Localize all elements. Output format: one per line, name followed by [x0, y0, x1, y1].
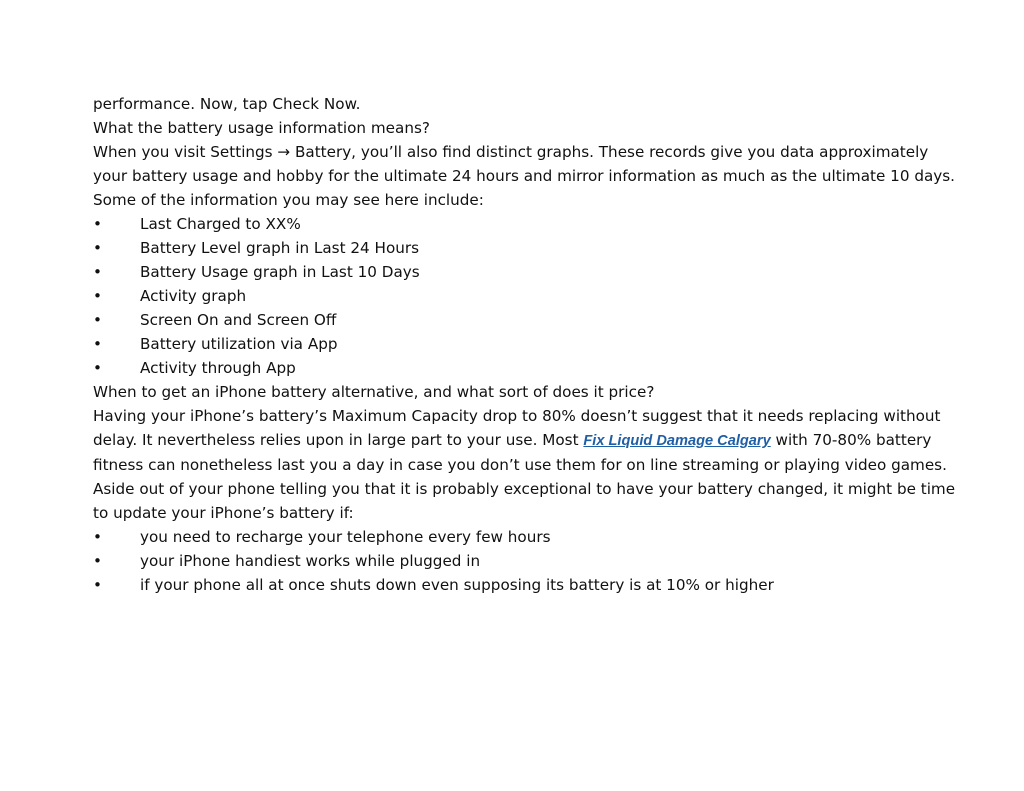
- replacement-paragraph-line: Aside out of your phone telling you that it is probably exceptional to have your battery changed, it might be time: [93, 480, 956, 498]
- list-item-text: Activity through App: [140, 359, 296, 377]
- list-item-text: Screen On and Screen Off: [140, 311, 337, 329]
- list-item: [93, 212, 933, 236]
- usage-paragraph-line: When you visit Settings → Battery, you’ll also find distinct graphs. These records give you data approximately: [93, 143, 929, 161]
- list-item: [93, 332, 933, 356]
- list-item: [93, 260, 933, 284]
- list-item-text: Battery utilization via App: [140, 335, 338, 353]
- list-item: [93, 525, 933, 549]
- replacement-paragraph-line-with-link: [93, 428, 933, 453]
- intro-line: performance. Now, tap Check Now.: [93, 95, 361, 113]
- bullet-icon: •: [93, 528, 102, 546]
- bullet-icon: •: [93, 359, 102, 377]
- bullet-icon: •: [93, 552, 102, 570]
- usage-bullet-list: [93, 212, 933, 380]
- replacement-heading: When to get an iPhone battery alternative, and what sort of does it price?: [93, 383, 655, 401]
- list-item: [93, 236, 933, 260]
- list-item-text: Battery Usage graph in Last 10 Days: [140, 263, 420, 281]
- bullet-icon: •: [93, 576, 102, 594]
- replacement-bullet-list: [93, 525, 933, 597]
- list-item-text: if your phone all at once shuts down even supposing its battery is at 10% or higher: [140, 576, 774, 594]
- list-item-text: you need to recharge your telephone every few hours: [140, 528, 551, 546]
- bullet-icon: •: [93, 263, 102, 281]
- bullet-icon: •: [93, 335, 102, 353]
- list-item: [93, 356, 933, 380]
- replacement-paragraph-line: Having your iPhone’s battery’s Maximum Capacity drop to 80% doesn’t suggest that it needs replacing without: [93, 407, 941, 425]
- replacement-paragraph-line: fitness can nonetheless last you a day in case you don’t use them for on line streaming or playing video games.: [93, 456, 947, 474]
- list-item-text: Last Charged to XX%: [140, 215, 301, 233]
- replacement-paragraph-line: to update your iPhone’s battery if:: [93, 504, 354, 522]
- document-body: [93, 92, 956, 597]
- usage-paragraph-line: Some of the information you may see here include:: [93, 191, 484, 209]
- list-item: [93, 308, 933, 332]
- bullet-icon: •: [93, 215, 102, 233]
- list-item-text: Battery Level graph in Last 24 Hours: [140, 239, 420, 257]
- bullet-icon: •: [93, 287, 102, 305]
- list-item: [93, 549, 933, 573]
- bullet-icon: •: [93, 311, 102, 329]
- fix-liquid-damage-link[interactable]: Fix Liquid Damage Calgary: [583, 433, 771, 449]
- list-item: [93, 573, 933, 597]
- list-item-text: Activity graph: [140, 287, 247, 305]
- usage-heading: What the battery usage information means?: [93, 119, 430, 137]
- bullet-icon: •: [93, 239, 102, 257]
- usage-paragraph-line: your battery usage and hobby for the ultimate 24 hours and mirror information as much as the ultimate 10 days.: [93, 167, 955, 185]
- link-trail-text: with 70-80% battery: [770, 431, 932, 449]
- list-item: [93, 284, 933, 308]
- list-item-text: your iPhone handiest works while plugged in: [140, 552, 481, 570]
- link-lead-text: delay. It nevertheless relies upon in large part to your use. Most: [93, 431, 584, 449]
